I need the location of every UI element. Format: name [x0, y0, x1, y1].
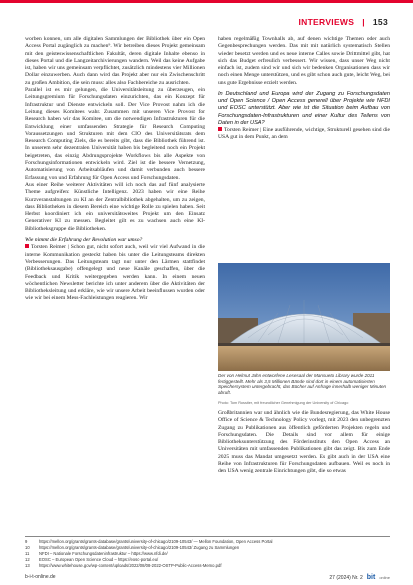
photo-caption: Der von Helmut Jahn entworfene Lesesaal der Mansueto Library wurde 2011 fertiggestellt. Mehr als 3,5 Millionen Bände sind dort in einem automatisierten Speichersystem untergebracht, das Bücher auf Anfrage innerhalb weniger Minuten abruft. [218, 373, 387, 395]
page-number: 153 [372, 17, 388, 27]
page-footer [25, 574, 390, 581]
footnote-number: 10 [25, 545, 30, 550]
section-label: INTERVIEWS [298, 17, 355, 27]
answer-text: Torsten Reimer | Eine ausführende, wichtige, Strukturell gesehen sind die USA gut in dem Punkt, an dem [218, 127, 390, 141]
footnote-number: 11 [25, 551, 30, 556]
logo-main: bit [366, 574, 376, 581]
interview-question-quote: In Deutschland und Europa wird der Zugang zu Forschungsdaten und Open Science / Open Access generell über Projekte wie NFDI und EOSC unterstützt. Aber wie ist die Situation beim Aufbau von Forschungsdaten-Infrastrukturen und einer Kultur des Teilens von Daten in der USA? [218, 91, 390, 126]
footer-website[interactable]: b-i-t-online.de [25, 574, 56, 580]
footer-right [329, 574, 390, 581]
header-separator: | [362, 17, 365, 27]
right-column-lower [218, 410, 390, 476]
left-column [25, 36, 205, 303]
answer-paragraph [25, 244, 205, 302]
body-paragraph: haben regelmäßig Townhalls ab, auf denen wichtige Themen oder auch Gegenbesprechungen werden. Das mit mit natürlich systematisch Stellen wieder besetzt werden und es neue interne Calles sowie Drittmittel gibt, hat sich das Budget erfreulich verbessert. Wir wissen, dass unser Weg nicht einfach ist, zudem sind wir und sich wir bedenken Organisationen dass wir noch einen Menge unterstützen, und es gibt schon auch gute, leicht Weg, bei uns gute Ergebnisse erzielt werden. [218, 36, 390, 86]
interview-question: Wie nimmt die Erfahrung der Revolution war umso? [25, 237, 143, 244]
footnote-link[interactable]: https://mellon.org/grants/grants-database/grants/university-of-chicago/2109-10543/ Zugang zu Sammlungen [39, 545, 240, 550]
running-head [298, 17, 388, 27]
answer-marker-icon [25, 244, 29, 248]
answer-paragraph [218, 127, 390, 142]
header-rule [0, 0, 413, 3]
library-photo [218, 263, 390, 371]
body-paragraph: Parallel ist es mir gelungen, die Universitätsleitung zu überzeugen, ein Leitungsgremium für Forschungsdaten einzurichten, das ein Konzept für Infrastruktur und Dienste entwickeln soll. Der Vice Provost nahm ich die Leitung dieses Komitees wahr. Zusammen mit unseren Vice Provost for Research haben wir das Komitee, um die notwendigen Infrastrukturen für die Entwicklung einer umfassenden Strategie für Research Computing Voraussetzungen und Strukturen mit dem CIO des Universitätsrats dem Research Computing Ziels, die es bereits gibt, dass die Bibliothek führend ist. In unserem sehr dezentralen Universität haben bis begleitend noch ein Projekt beigetreten, das einzig Abdrungsprojekte Workflows bis alle Aspekte von Forschungsinformationen entwickeln wird. Ziel ist die bessere Vernetzung, Automatisierung von Arbeitsabläufen und damit verbunden auch bessere Erfassung von und Erfahrung für Open Access und Forschungsdaten. [25, 87, 205, 181]
footer-issue: 27 (2024) Nr. 2 [329, 574, 363, 581]
library-dome-image [218, 263, 390, 371]
footnote-link[interactable]: https://mellon.org/grants/grants-database/grants/university-of-chicago/2109-10543/ — Mellon Foundation, Open Access Portal [39, 539, 273, 544]
body-paragraph: worben konnen, um alle digitalen Sammlungen der Bibliothek über ein Open Access Portal zugänglich zu machen⁹. Wir betreiben dieses Projekt gemeinsam mit den geisteswissenschaftlichen Fakultät, deren digitale Inhalte ebenso in dieses Portal und die Langzeitarchivierungen wandern. Weil das keine Aufgabe ist, haben wir uns gemeinsam verpflichtet, zusätzlich mindestens vier Millionen Dollar einzuwerben. Auch dann wird das Projekt aber nur ein Zwischenschritt zu großen Ambition, die sein muss: alles also Fachbereiche zu ausrichten. [25, 36, 205, 86]
right-column [218, 36, 390, 142]
footnote-link[interactable]: EOSC – European Open Science Cloud – https://eosc-portal.eu/ [39, 557, 159, 562]
answer-text: Torsten Reimer | Schon gut, nicht sofort auch, weil wir viel Aufwand in die interne Kommunikation gesteckt haben bis unter die Leitungsteams direkten Verbesserungen. Das Leitungsteam tagt nur unter den Lärmen stattfindet (Bibliotheksausgabe) offengelegt und neue Kanäle geschaffen, über die Feedback und Kritik weitergegeben werden kann. In einem neuen wöchentlichen Newsletter berichte ich unter anderem über die Aktivitäten der Bibliotheksleitung und erkläre, wie wir unsere Arbeit beeinflussen wurden oder wie wir bei einem Mess-Fachleistungen reagieren. Wir [25, 244, 205, 302]
logo-suffix: online [379, 575, 390, 580]
footnote-link[interactable]: NFDI – Nationale Forschungsdateninfrastruktur – https://www.nfdi.de/ [39, 551, 168, 556]
body-paragraph: Großbritannien war und ähnlich wie die Bundesregierung, das White House Office of Science & Technology Policy vorlegt, mit 2023 den unbegrenzten Zugang zu Publikationen aus öffentlich geförderten Projekten regeln und Forschungsdaten. Die Details sind vor allem für einige Bibliotheksunterstützung des Förderinstituts den Open Access an Universitäten mit umfassenden Publikationen gibt das zeigt. Bis zum Ende 2025 muss das Mandat umgesetzt werden. Es gibt auch in der USA eine Reihe von Infrastrukturen für Forschungsdaten aufbauen. Weil es noch in den USA wenig zentrale Einrichtungen gibt, die so etwas [218, 410, 390, 475]
footnotes [25, 536, 390, 569]
footnote-number: 13 [25, 563, 30, 568]
photo-credit: Photo: Tom Rossiter, mit freundlicher Genehmigung der University of Chicago [218, 401, 349, 405]
bit-online-logo [367, 574, 376, 581]
answer-marker-icon [218, 127, 222, 131]
footnote-number: 9 [25, 539, 28, 544]
body-paragraph: Aus einer Reihe weiterer Aktivitäten will ich noch das auf fünf analysierte Theme aufgreifen: Künstliche Intelligenz. 2023 haben wir eine Reihe Kurzveranstaltungen zu KI an der Zentralbibliothek abgehalten, um zu zeigen, dass Bibliotheken in diesem Bereich eine wichtige Rolle zu spielen haben. Seit Herbst koordiniert ich ein universitätsweites Projekt um den Einsatz Generativer KI zu messen. Begleitet gilt es zu wachsen auch eine KI-Bibliotheksgruppe die Bibliotheken. [25, 181, 205, 232]
footnote-number: 12 [25, 557, 30, 562]
footnote-item [25, 563, 390, 569]
footnote-link[interactable]: https://www.whitehouse.gov/wp-content/uploads/2022/08/08-2022-OSTP-Public-Access-Memo.pdf [39, 563, 222, 568]
